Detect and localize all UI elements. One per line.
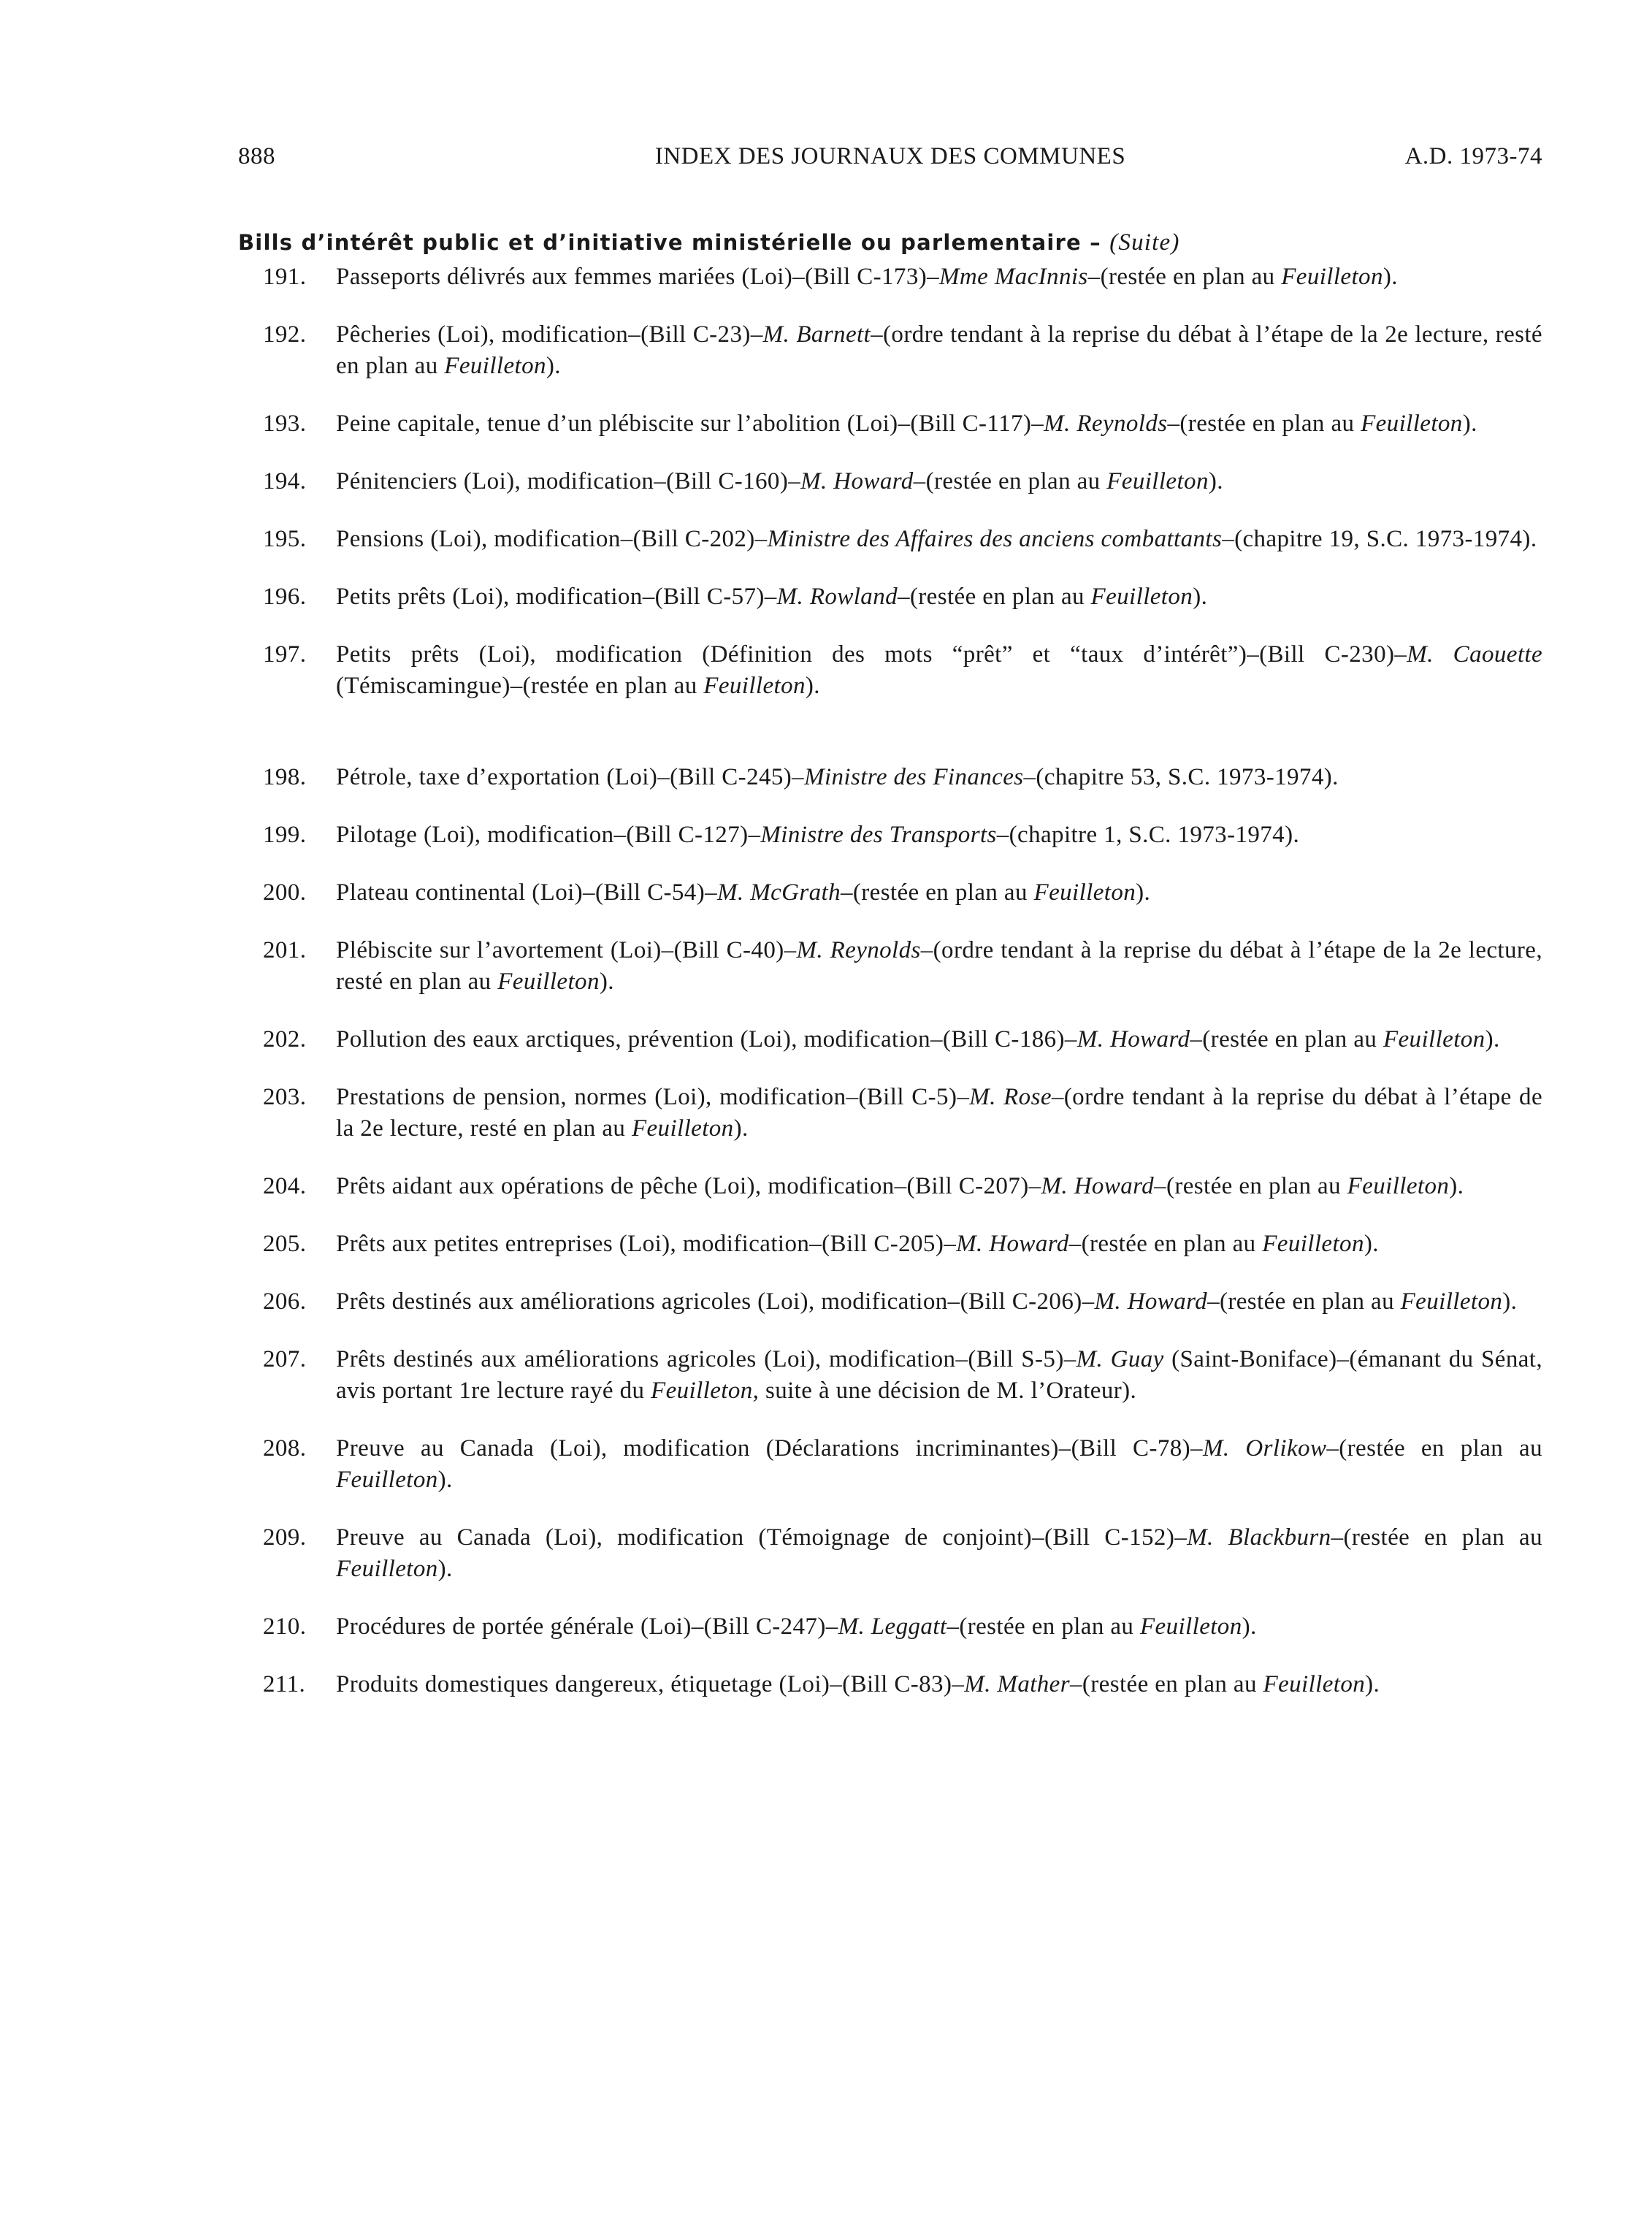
bill-number: 191.	[263, 264, 307, 290]
bill-status-feuilleton: Feuilleton,	[651, 1378, 760, 1404]
bill-status-end: ).	[1136, 879, 1151, 906]
bill-status: –(ordre tendant à la reprise du débat à l’étape de la 2e lecture, resté en plan au	[336, 937, 1542, 995]
bill-status-end: suite à une décision de M. l’Orateur).	[759, 1378, 1137, 1404]
bill-status: –(restée en plan au	[1154, 1173, 1347, 1199]
bill-sponsor: M. Howard	[800, 468, 914, 494]
bill-status: –(restée en plan au	[898, 584, 1091, 610]
bill-status-feuilleton: Feuilleton	[1281, 264, 1383, 290]
bill-sponsor: M. Guay	[1076, 1346, 1164, 1372]
running-title: INDEX DES JOURNAUX DES COMMUNES	[654, 143, 1126, 169]
bill-entry	[263, 1082, 1542, 1145]
bill-entry	[263, 408, 1542, 440]
bill-status-end: ).	[1485, 1026, 1500, 1053]
bill-text: Prêts destinés aux améliorations agricoles (Loi), modification–(Bill S-5)–	[336, 1346, 1077, 1372]
bill-status: –(restée en plan au	[1167, 410, 1361, 437]
bill-status-feuilleton: Feuilleton	[336, 1556, 438, 1582]
bill-text: Prêts aux petites entreprises (Loi), modification–(Bill C-205)–	[336, 1231, 957, 1257]
bill-entry	[263, 261, 1542, 293]
bill-text: Pollution des eaux arctiques, prévention (Loi), modification–(Bill C-186)–	[336, 1026, 1077, 1053]
bill-entry	[263, 935, 1542, 998]
bill-number: 203.	[263, 1084, 307, 1110]
bill-text: Pêcheries (Loi), modification–(Bill C-23)–	[336, 321, 763, 348]
bill-status: –(restée en plan au	[1069, 1671, 1263, 1697]
bill-status: –(ordre tendant à la reprise du débat à l’étape de la 2e lecture, resté en plan au	[336, 1084, 1543, 1142]
bill-text: Passeports délivrés aux femmes mariées (Loi)–(Bill C-173)–	[336, 264, 940, 290]
bill-entry	[263, 1286, 1542, 1318]
bill-number: 208.	[263, 1435, 307, 1462]
bill-text: Preuve au Canada (Loi), modification (Témoignage de conjoint)–(Bill C-152)–	[336, 1524, 1188, 1551]
bill-status-feuilleton: Feuilleton	[1262, 1231, 1364, 1257]
bill-number: 207.	[263, 1346, 307, 1372]
bill-sponsor: M. Leggatt	[838, 1613, 947, 1640]
bill-text: Peine capitale, tenue d’un plébiscite sur l’abolition (Loi)–(Bill C-117)–	[336, 410, 1044, 437]
bill-status: –(restée en plan au	[1331, 1524, 1542, 1551]
bill-status-feuilleton: Feuilleton	[1090, 584, 1193, 610]
bill-status-end: ).	[733, 1115, 749, 1142]
bill-sponsor: M. McGrath	[717, 879, 841, 906]
page-header	[238, 143, 1542, 178]
bill-sponsor: Ministre des Affaires des anciens combattants	[767, 526, 1223, 552]
bill-entry	[263, 1611, 1542, 1643]
bill-text: Produits domestiques dangereux, étiquetage (Loi)–(Bill C-83)–	[336, 1671, 965, 1697]
bill-text: Prêts aidant aux opérations de pêche (Loi), modification–(Bill C-207)–	[336, 1173, 1041, 1199]
bill-status: –(restée en plan au	[840, 879, 1034, 906]
bill-number: 202.	[263, 1026, 307, 1053]
bill-status-feuilleton: Feuilleton	[1139, 1613, 1242, 1640]
bill-sponsor: M. Howard	[1041, 1173, 1155, 1199]
section-title: Bills d’intérêt public et d’initiative ministérielle ou parlementaire –	[238, 230, 1101, 255]
bill-sponsor: M. Howard	[956, 1231, 1069, 1257]
bill-entry	[263, 581, 1542, 613]
bill-text: Prêts destinés aux améliorations agricoles (Loi), modification–(Bill C-206)–	[336, 1288, 1095, 1315]
bill-entry	[263, 639, 1542, 702]
bill-sponsor: M. Caouette	[1407, 641, 1543, 668]
bill-entry	[263, 1433, 1542, 1496]
bill-sponsor: M. Reynolds	[796, 937, 921, 963]
bill-number: 193.	[263, 410, 307, 437]
bill-status-end: ).	[1365, 1671, 1380, 1697]
bill-sponsor: M. Barnett	[762, 321, 871, 348]
bill-sponsor: Ministre des Finances	[804, 764, 1024, 790]
bill-status-end: ).	[1383, 264, 1398, 290]
page-number: 888	[238, 143, 275, 169]
bill-status: (Saint-Boniface)–(émanant du Sénat, avis portant 1re lecture rayé du	[336, 1346, 1542, 1404]
bill-status: –(restée en plan au	[947, 1613, 1140, 1640]
bill-number: 197.	[263, 641, 307, 668]
bill-status-feuilleton: Feuilleton	[1106, 468, 1209, 494]
bill-status: –(chapitre 1, S.C. 1973-1974).	[996, 822, 1300, 848]
bill-status: –(restée en plan au	[1068, 1231, 1263, 1257]
bill-text: Prestations de pension, normes (Loi), modification–(Bill C-5)–	[336, 1084, 970, 1110]
bill-status-end: ).	[437, 1467, 453, 1493]
bill-status-end: ).	[437, 1556, 453, 1582]
section-heading	[238, 229, 1180, 256]
bill-status-end: ).	[805, 673, 820, 699]
bill-sponsor: Mme MacInnis	[939, 264, 1088, 290]
bill-status-feuilleton: Feuilleton	[1033, 879, 1136, 906]
bill-entry	[263, 524, 1542, 555]
bill-entry	[263, 1229, 1542, 1260]
bill-number: 205.	[263, 1231, 307, 1257]
bill-status-end: ).	[1502, 1288, 1518, 1315]
bill-entry	[263, 877, 1542, 909]
bill-status-end: ).	[599, 969, 614, 995]
bill-status: –(chapitre 19, S.C. 1973-1974).	[1222, 526, 1537, 552]
bill-entry	[263, 1171, 1542, 1202]
bill-entry	[263, 1669, 1542, 1700]
bill-status-feuilleton: Feuilleton	[336, 1467, 438, 1493]
bill-status: –(restée en plan au	[1190, 1026, 1383, 1053]
bill-text: Petits prêts (Loi), modification–(Bill C-57)–	[336, 584, 777, 610]
bill-sponsor: M. Orlikow	[1202, 1435, 1327, 1462]
bill-status-end: ).	[1462, 410, 1477, 437]
bill-status-feuilleton: Feuilleton	[1263, 1671, 1366, 1697]
bill-status-feuilleton: Feuilleton	[1383, 1026, 1485, 1053]
section-continued: (Suite)	[1109, 229, 1180, 256]
bill-sponsor: M. Howard	[1077, 1026, 1190, 1053]
bill-status-end: ).	[1364, 1231, 1379, 1257]
bill-status-feuilleton: Feuilleton	[1400, 1288, 1503, 1315]
bill-entry	[263, 466, 1542, 497]
bill-status: –(ordre tendant à la reprise du débat à l’étape de la 2e lecture, resté en plan au	[336, 321, 1542, 379]
bill-text: Plateau continental (Loi)–(Bill C-54)–	[336, 879, 717, 906]
bill-status: –(restée en plan au	[913, 468, 1107, 494]
bill-entry	[263, 1344, 1542, 1407]
bill-number: 211.	[263, 1671, 306, 1697]
bill-number: 194.	[263, 468, 307, 494]
bill-text: Pétrole, taxe d’exportation (Loi)–(Bill C-245)–	[336, 764, 805, 790]
bill-sponsor: M. Rowland	[776, 584, 898, 610]
bill-status-end: ).	[1449, 1173, 1464, 1199]
bill-entry	[263, 1024, 1542, 1055]
bill-sponsor: M. Blackburn	[1187, 1524, 1331, 1551]
bill-number: 204.	[263, 1173, 307, 1199]
bill-text: Procédures de portée générale (Loi)–(Bill C-247)–	[336, 1613, 838, 1640]
bill-entry	[263, 1522, 1542, 1585]
bill-status-feuilleton: Feuilleton	[1361, 410, 1463, 437]
bill-number: 195.	[263, 526, 307, 552]
bill-status: –(restée en plan au	[1326, 1435, 1542, 1462]
bill-sponsor: M. Rose	[969, 1084, 1052, 1110]
bill-status-end: ).	[1208, 468, 1223, 494]
bill-number: 198.	[263, 764, 307, 790]
bill-number: 192.	[263, 321, 307, 348]
bill-text: Pénitenciers (Loi), modification–(Bill C-160)–	[336, 468, 801, 494]
bill-sponsor: M. Mather	[964, 1671, 1070, 1697]
bill-status: –(restée en plan au	[1207, 1288, 1401, 1315]
bill-text: Pilotage (Loi), modification–(Bill C-127)–	[336, 822, 761, 848]
bill-status-feuilleton: Feuilleton	[703, 673, 806, 699]
bill-status-end: ).	[546, 353, 561, 379]
bill-status-feuilleton: Feuilleton	[1347, 1173, 1450, 1199]
publication-year: A.D. 1973-74	[1404, 143, 1542, 169]
bill-status-end: ).	[1242, 1613, 1257, 1640]
bill-status-feuilleton: Feuilleton	[631, 1115, 734, 1142]
bill-number: 210.	[263, 1613, 307, 1640]
bill-number: 199.	[263, 822, 307, 848]
bill-sponsor: Ministre des Transports	[760, 822, 997, 848]
bill-status: –(chapitre 53, S.C. 1973-1974).	[1023, 764, 1339, 790]
bill-text: Preuve au Canada (Loi), modification (Déclarations incriminantes)–(Bill C-78)–	[336, 1435, 1203, 1462]
bill-status-feuilleton: Feuilleton	[444, 353, 546, 379]
bill-number: 206.	[263, 1288, 307, 1315]
bill-list	[263, 261, 1542, 1700]
bill-entry	[263, 319, 1542, 382]
bill-sponsor: M. Reynolds	[1044, 410, 1168, 437]
bill-status: –(restée en plan au	[1087, 264, 1282, 290]
bill-entry	[263, 762, 1542, 793]
bill-text: Petits prêts (Loi), modification (Définition des mots “prêt” et “taux d’intérêt”)–(Bill C-230)–	[336, 641, 1407, 668]
bill-entry	[263, 820, 1542, 851]
bill-status-feuilleton: Feuilleton	[497, 969, 600, 995]
bill-number: 209.	[263, 1524, 307, 1551]
bill-number: 201.	[263, 937, 307, 963]
bill-text: Pensions (Loi), modification–(Bill C-202)–	[336, 526, 768, 552]
bill-status: (Témiscamingue)–(restée en plan au	[336, 673, 704, 699]
bill-sponsor: M. Howard	[1094, 1288, 1208, 1315]
bill-number: 200.	[263, 879, 307, 906]
bill-status-end: ).	[1193, 584, 1208, 610]
bill-number: 196.	[263, 584, 307, 610]
bill-text: Plébiscite sur l’avortement (Loi)–(Bill C-40)–	[336, 937, 797, 963]
